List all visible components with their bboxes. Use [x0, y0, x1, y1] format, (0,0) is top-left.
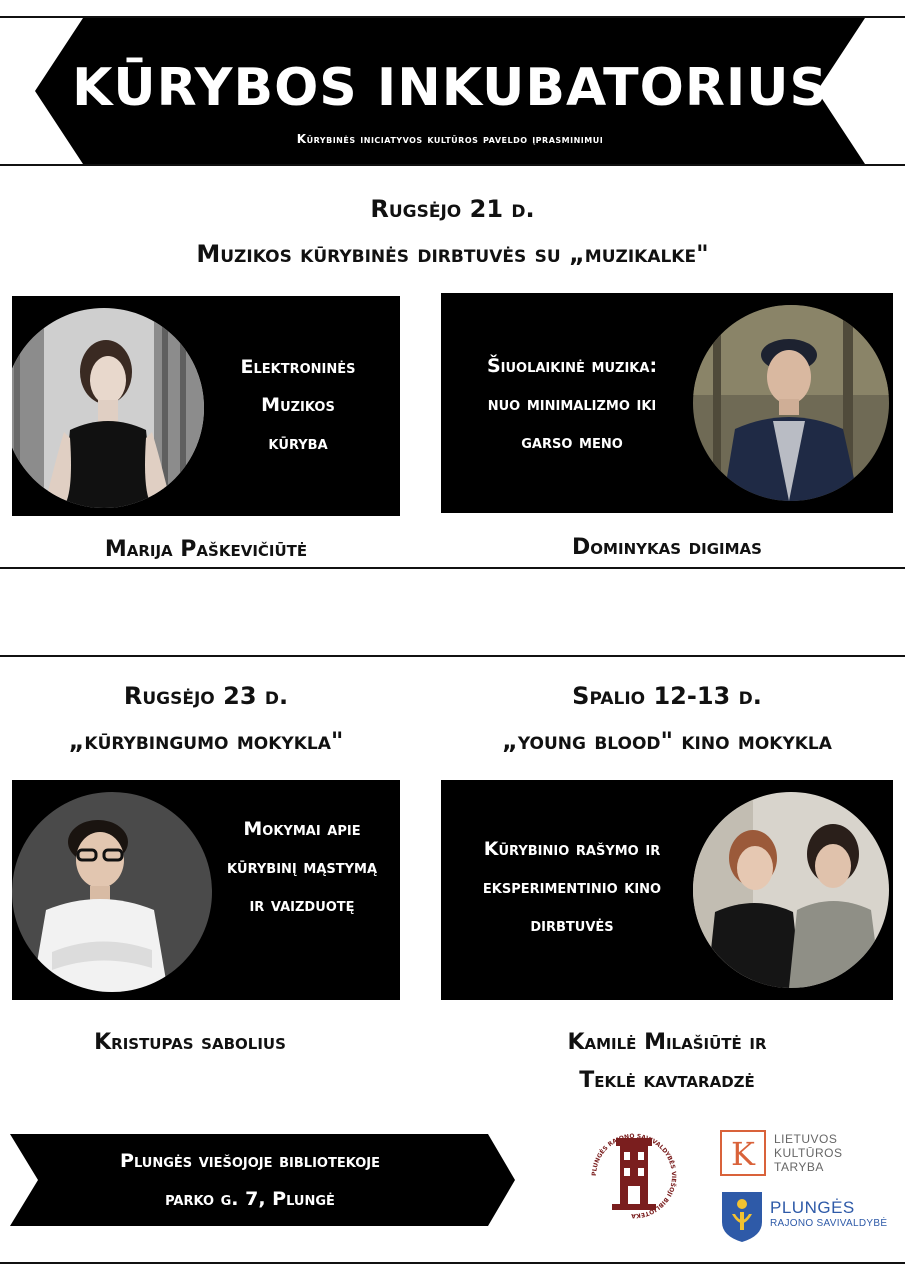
- speaker-card-marija: [12, 296, 400, 516]
- section1-rule: [0, 567, 905, 569]
- card-description: [449, 830, 695, 944]
- card-text-line: Kūrybinio rašymo ir: [483, 838, 661, 860]
- section2-right-event: „young blood" kino mokykla: [502, 727, 832, 755]
- speaker-card-kristupas: [12, 780, 400, 1000]
- library-ring-text: PLUNGĖS RAJONO SAVIVALDYBĖS VIEŠOJI BIBLIOTEKA: [590, 1132, 678, 1220]
- card-text-line: Šiuolaikinė muzika:: [486, 355, 658, 377]
- speaker-photo: [693, 792, 889, 988]
- section2-right-date: Spalio 12-13 d.: [572, 682, 762, 710]
- card-description: [208, 348, 388, 462]
- speaker-name: Dominykas digimas: [572, 535, 762, 560]
- location-line-1: Plungės viešojoje bibliotekoje: [120, 1150, 380, 1172]
- speaker-photo: [12, 308, 204, 508]
- speaker-photo: [12, 792, 212, 992]
- location-shape: [10, 1134, 515, 1226]
- card-text-line: kūrybinį mąstymą: [226, 856, 378, 878]
- speaker-name: Kristupas sabolius: [94, 1030, 286, 1055]
- ltk-name-line: LIETUVOS: [774, 1132, 838, 1146]
- plunge-name-line: RAJONO SAVIVALDYBĖ: [770, 1218, 888, 1229]
- speaker-name: Marija Paškevičiūtė: [104, 537, 308, 562]
- location-banner: [10, 1134, 515, 1226]
- library-logo: [586, 1128, 682, 1224]
- header-rule: [0, 164, 905, 166]
- bottom-rule: [0, 1262, 905, 1264]
- plunge-name: [770, 1198, 887, 1229]
- location-line-2: parko g. 7, Plungė: [165, 1188, 335, 1210]
- card-text-line: garso meno: [521, 431, 623, 453]
- card-text-line: kūryba: [268, 432, 328, 454]
- plunge-name-line: PLUNGĖS: [770, 1198, 855, 1217]
- ltk-name: [774, 1132, 842, 1174]
- svg-text:PLUNGĖS RAJONO SAVIVALDYBĖS VI: [591, 1133, 677, 1219]
- speaker-card-kamile-tekle: [441, 780, 893, 1000]
- card-description: [212, 810, 392, 924]
- speaker-photo: [693, 305, 889, 501]
- card-text-line: nuo minimalizmo iki: [487, 393, 657, 415]
- card-text-line: Mokymai apie: [243, 818, 361, 840]
- plunge-coat-of-arms-icon: [722, 1192, 762, 1242]
- card-description: [453, 347, 691, 461]
- card-text-line: Muzikos: [261, 394, 335, 416]
- section1-date: Rugsėjo 21 d.: [370, 195, 535, 223]
- card-text-line: Elektroninės: [240, 356, 356, 378]
- ltk-letter: K: [731, 1135, 755, 1173]
- ltk-name-line: KULTŪROS: [774, 1146, 843, 1160]
- ltk-logo: [720, 1130, 766, 1176]
- ltk-name-line: TARYBA: [774, 1160, 824, 1174]
- section2-left-event: „kūrybingumo mokykla": [68, 727, 344, 755]
- section2-rule: [0, 655, 905, 657]
- speaker-name-line: Teklė kavtaradzė: [579, 1068, 755, 1093]
- page-title: KŪRYBOS INKUBATORIUS: [72, 58, 828, 118]
- card-text-line: dirbtuvės: [530, 914, 614, 936]
- card-text-line: eksperimentinio kino: [482, 876, 662, 898]
- speaker-name-line: Kamilė Milašiūtė ir: [567, 1030, 767, 1055]
- card-text-line: ir vaizduotę: [249, 894, 355, 916]
- section1-event: Muzikos kūrybinės dirbtuvės su „muzikalke": [196, 240, 709, 268]
- page-subtitle: Kūrybinės iniciatyvos kultūros paveldo įprasminimui: [296, 132, 604, 146]
- header-banner: [35, 18, 865, 164]
- section2-left-date: Rugsėjo 23 d.: [123, 682, 289, 710]
- speaker-name: [441, 1024, 893, 1100]
- speaker-card-dominykas: [441, 293, 893, 513]
